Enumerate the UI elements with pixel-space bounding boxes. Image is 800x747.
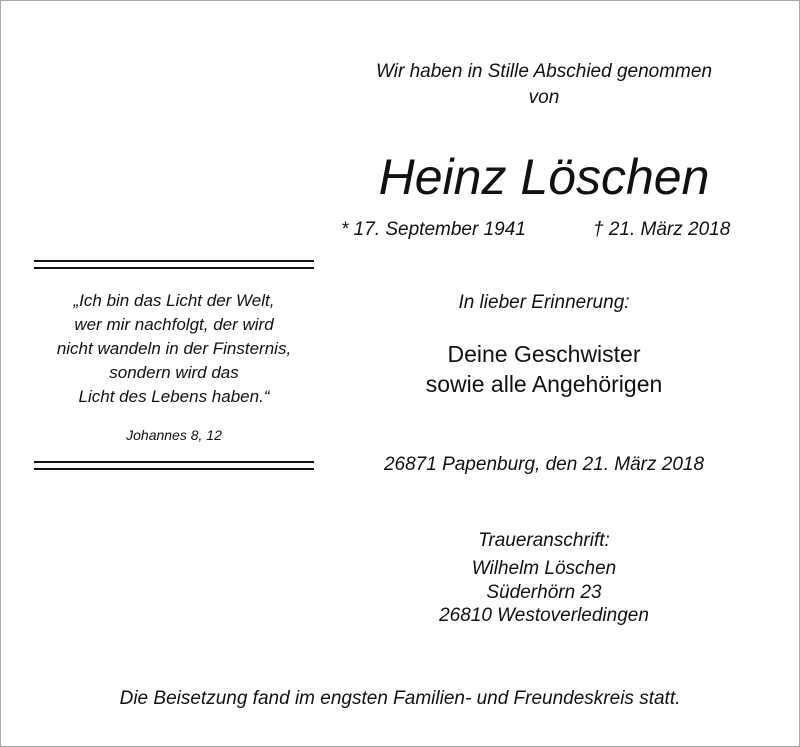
quote-source: Johannes 8, 12: [126, 427, 222, 443]
address-label: Traueranschrift:: [478, 530, 610, 551]
intro-text: [331, 59, 757, 111]
quote-line: nicht wandeln in der Finsternis,: [56, 339, 292, 358]
mourners-line-2: sowie alle Angehörigen: [425, 371, 663, 397]
address-city: 26810 Westoverledingen: [439, 605, 649, 626]
quote-line: „Ich bin das Licht der Welt,: [73, 291, 275, 310]
place-and-date: 26871 Papenburg, den 21. März 2018: [383, 454, 705, 475]
birth-date: * 17. September 1941: [341, 219, 526, 240]
deceased-name: Heinz Löschen: [378, 149, 710, 205]
quote-top-divider: [34, 260, 314, 269]
quote-line: sondern wird das: [109, 363, 239, 382]
burial-note: Die Beisetzung fand im engsten Familien- und Freundeskreis statt.: [119, 688, 681, 709]
intro-line-2: von: [528, 87, 560, 108]
intro-line-1: Wir haben in Stille Abschied genommen: [375, 61, 713, 82]
quote-bottom-divider: [34, 461, 314, 470]
bible-quote: [26, 289, 322, 409]
death-date: † 21. März 2018: [593, 219, 731, 240]
quote-line: Licht des Lebens haben.“: [78, 387, 270, 406]
mourners: [331, 339, 757, 399]
address-street: Süderhörn 23: [486, 581, 602, 603]
mourners-line-1: Deine Geschwister: [447, 341, 641, 367]
memorial-heading: In lieber Erinnerung:: [458, 292, 630, 313]
mourning-address: [331, 557, 757, 628]
address-name: Wilhelm Löschen: [471, 558, 617, 579]
quote-line: wer mir nachfolgt, der wird: [74, 315, 274, 334]
